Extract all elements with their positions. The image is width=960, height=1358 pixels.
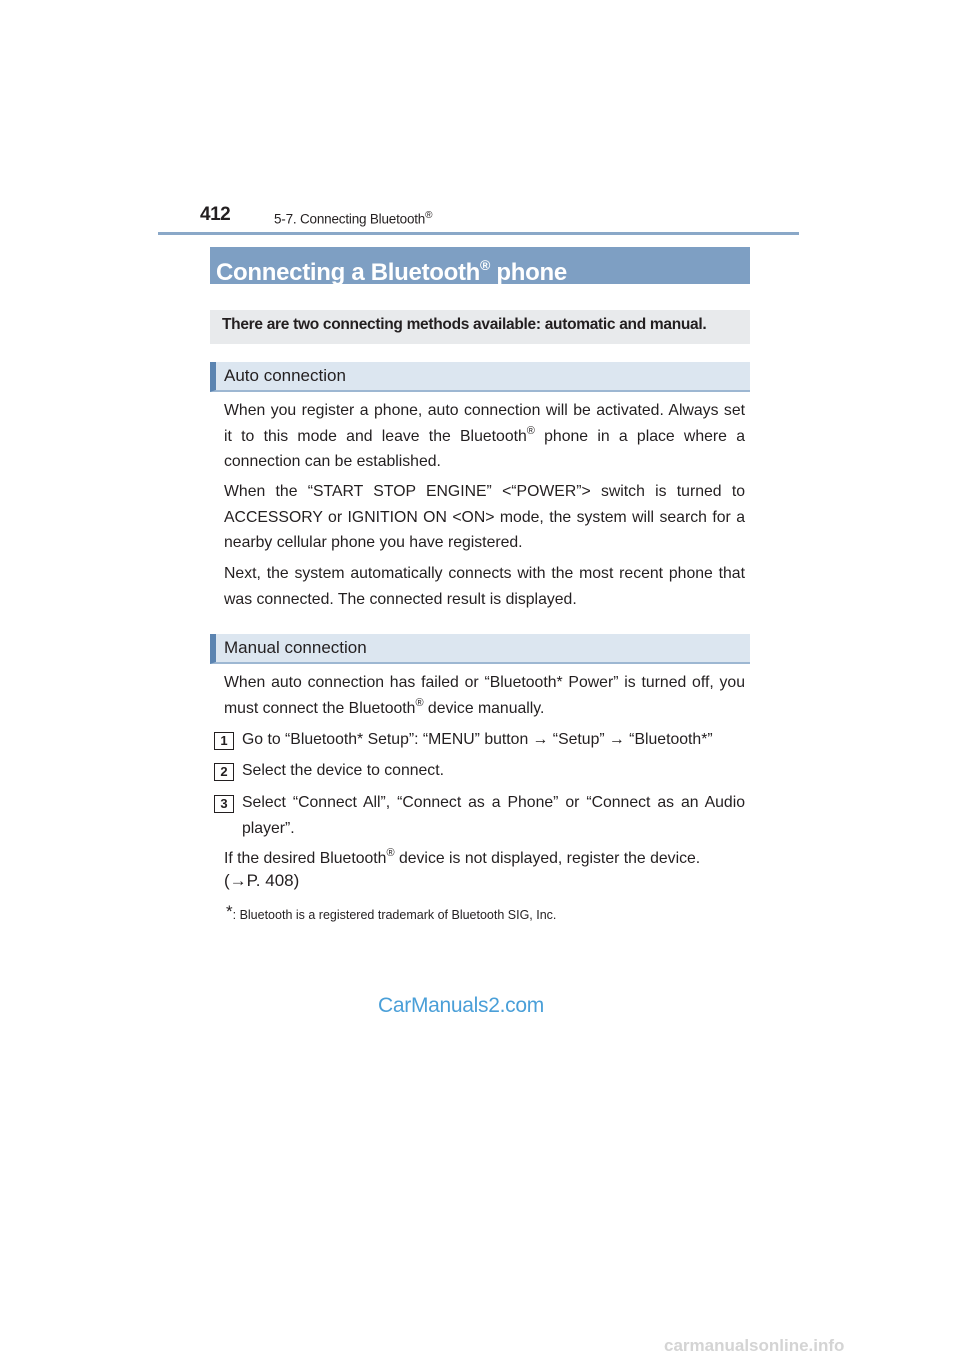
watermark: CarManuals2.com [378,994,544,1017]
step-text: Select the device to connect. [242,762,444,779]
page-reference-link[interactable]: (→P. 408) [224,871,300,890]
auto-paragraph-3: Next, the system automatically connects with the most recent phone that was connected. The connected result is displayed. [224,565,745,608]
step-number: 2 [214,763,234,781]
manual-paragraph-1: When auto connection has failed or “Bluetooth* Power” is turned off, you must connect the Bluetooth® device manually. [224,674,745,717]
intro-box: There are two connecting methods available: automatic and manual. [210,310,750,344]
auto-connection-heading: Auto connection [210,362,750,392]
page-title: Connecting a Bluetooth® phone [210,247,750,284]
register-note: If the desired Bluetooth® device is not displayed, register the device. [224,847,701,867]
manual-connection-heading: Manual connection [210,634,750,664]
header-rule [158,232,799,235]
footer-watermark: carmanualsonline.info [664,1336,845,1355]
auto-paragraph-2: When the “START STOP ENGINE” <“POWER”> switch is turned to ACCESSORY or IGNITION ON <ON> mode, the system will search for a nearby cellular phone you have registered. [224,483,745,551]
step-text: Select “Connect All”, “Connect as a Phone” or “Connect as an Audio player”. [242,794,745,837]
step-number: 3 [214,795,234,813]
page-number: 412 [200,204,231,225]
page-header [200,204,800,232]
footnote: *: Bluetooth is a registered trademark of Bluetooth SIG, Inc. [226,902,557,922]
section-title: 5-7. Connecting Bluetooth® [274,210,433,227]
step-number: 1 [214,732,234,750]
auto-paragraph-1: When you register a phone, auto connection will be activated. Always set it to this mode and leave the Bluetooth® phone in a place where a connection can be established. [224,402,745,470]
step-text: Go to “Bluetooth* Setup”: “MENU” button → “Setup” → “Bluetooth*” [242,731,713,748]
